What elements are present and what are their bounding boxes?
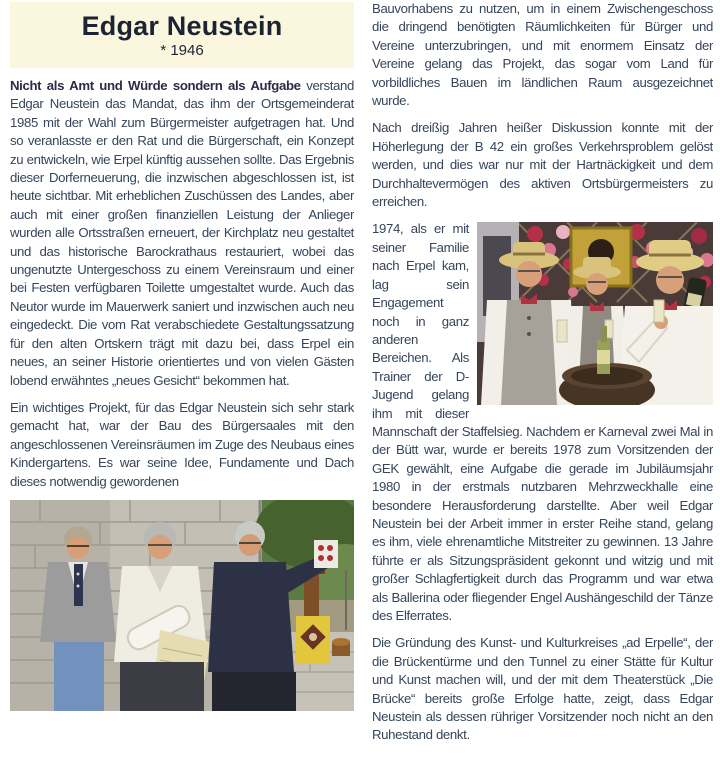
paragraph-text-cont: Mannschaft der Staffelsieg. Nachdem er Karneval zwei Mal in der Bütt war, wurde er bereits 1978 zum Vorsitzenden der GEK gewählt, eine Aufgabe die gerade im Jubiläumsjahr 1980 in der erstmals nutzbaren Mehrzweckhalle eine besondere Herausforderung darstellte. Aber weil Edgar Neustein bei der Arbeit immer in erster Reihe stand, gelang es ihm, viele ehrenamtliche Mitstreiter zu gewinnen. 13 Jahre führte er als Sitzungspräsident gekonnt und witzig und mit großer Schlagfertigkeit durch das Programm und war etwa als Ballerina oder fliegender Engel Aushängeschild der Tänze des Elferrates. (372, 423, 713, 623)
body-paragraph-3: Bauvorhabens zu nutzen, um in einem Zwischengeschoss die dringend benötigten Räumlichkeiten für Bürger und Vereine unterzubringen, und mit enormem Einsatz der Vereine gelang das Projekt, das sogar vom Land für vorbildliches Bauen im ländlichen Raum ausgezeichnet wurde. (372, 1, 713, 109)
birth-year: * 1946 (160, 42, 204, 59)
body-paragraph-2: Ein wichtiges Projekt, für das Edgar Neustein sich sehr stark gemacht hat, war der Bau des Bürgersaales mit den angeschlossenen Vereinsräumen im Zuge des Neubaus eines Kindergartens. Es war seine Idee, Fundamente und Dach dieses notwendig gewordenen (10, 399, 354, 489)
lead-in-text: Nicht als Amt und Würde sondern als Aufgabe (10, 78, 301, 93)
body-paragraph-6: Die Gründung des Kunst- und Kulturkreises „ad Erpelle“, der die Brückentürme und den Tunnel zu einer Stätte für Kultur und Kunst machen will, und der mit dem Theaterstück „Die Brücke“ bereits große Erfolge hatte, zeigt, dass Edgar Neustein als dessen rühriger Vorsitzender noch nicht an den Ruhestand denkt. (372, 635, 713, 743)
paragraph-with-photo (372, 220, 713, 625)
carnival-photo-graphic (477, 222, 713, 405)
construction-photo-graphic (10, 500, 354, 711)
paragraph-text: verstand Edgar Neustein das Mandat, das ihm der Ortsgemeinderat 1985 mit der Wahl zum Bürgermeister aufgetragen hat. Und so veranlasste er den Rat und die Bürgerschaft, ein Konzept zu entwickeln, wie Erpel künftig aussehen sollte. Das Ergebnis dieser Dorferneuerung, die inzwischen abgeschlossen ist, ist heute sichtbar. Mit erheblichen Zuschüssen des Landes, aber auch mit einer großen finanziellen Leistung der Anlieger wurden alle Ortsstraßen erneuert, der Kirchplatz neu gestaltet und das historische Barockrathaus restauriert, wobei das ungenutzte Untergeschoss zu einem Vereinsraum und einer bei Festen verfügbaren Toilette umgestaltet wurde. Auch das Neutor wurde im Mauerwerk saniert und inzwischen auch neu eingedeckt. Die vom Rat verabschiedete Gestaltungssatzung für den alten Ortskern trägt mit dazu bei, dass Erpel ein neues, an seiner Historie orientiertes und von vielen Gästen lobend erwähntes „neues Gesicht“ bekommen hat. (10, 78, 354, 388)
profile-header (10, 2, 354, 68)
construction-site-photo (10, 500, 354, 711)
body-paragraph-4: Nach dreißig Jahren heißer Diskussion konnte mit der Höherlegung der B 42 ein großes Verkehrsproblem gelöst werden, und dies war nur mit der Hartnäckigkeit und dem Durchhaltevermögen des aktiven Ortsbürgermeisters zu erreichen. (372, 120, 713, 210)
carnival-photo (477, 222, 713, 405)
right-column (372, 0, 713, 770)
body-paragraph-1 (10, 77, 354, 390)
profile-name: Edgar Neustein (81, 11, 283, 41)
paragraph-text-wrap: 1974, als er mit seiner Familie nach Erpel kam, lag sein Engagement noch in ganz anderen Bereichen. Als Trainer der D-Jugend gelang ihm mit dieser (372, 221, 469, 421)
left-column (10, 0, 354, 770)
